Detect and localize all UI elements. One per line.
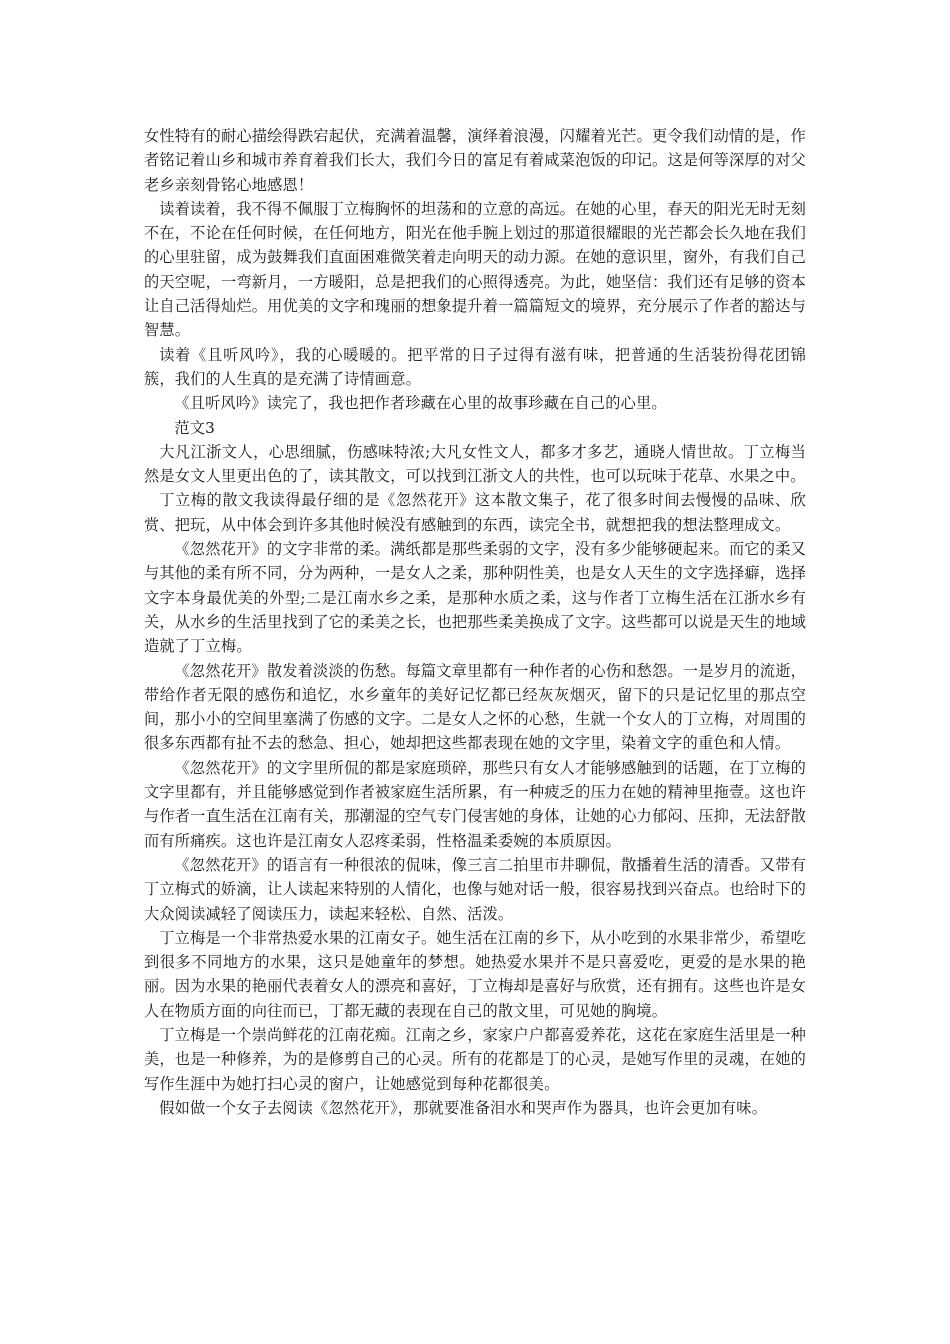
section-heading: 范文3: [174, 418, 216, 437]
paragraph: 《忽然花开》的文字非常的柔。满纸都是那些柔弱的文字，没有多少能够硬起来。而它的柔又与其他的柔有所不同，分为两种，一是女人之柔，那种阴性美，也是女人天生的文字选择癖，选择文字本身最优美的外型;二是江南水乡之柔，是那种水质之柔，这与作者丁立梅生活在江浙水乡有关，从水乡的生活里找到了它的柔美之长，也把那些柔美换成了文字。这些都可以说是天生的地域造就了丁立梅。: [144, 540, 806, 656]
paragraph: 《忽然花开》的文字里所侃的都是家庭琐碎，那些只有女人才能够感触到的话题，在丁立梅的文字里都有，并且能够感觉到作者被家庭生活所累，有一种疲乏的压力在她的精神里拖壹。这也许与作者一直生活在江南有关，那潮湿的空气专门侵害她的身体，让她的心力郁闷、压抑，无法舒散而有所痛疾。这也许是江南女人忍疼柔弱，性格温柔委婉的本质原因。: [144, 758, 806, 850]
paragraph: 《且听风吟》读完了，我也把作者珍藏在心里的故事珍藏在自己的心里。: [174, 394, 667, 413]
paragraph: 《忽然花开》散发着淡淡的伤愁。每篇文章里都有一种作者的心伤和愁怨。一是岁月的流逝，带给作者无限的感伤和追忆，水乡童年的美好记忆都已经灰灰烟灭，留下的只是记忆里的那点空间，那小小的空间里塞满了伤感的文字。二是女人之怀的心愁，生就一个女人的丁立梅，对周围的很多东西都有扯不去的愁急、担心，她却把这些都表现在她的文字里，染着文字的重色和人情。: [144, 661, 806, 753]
paragraph: 假如做一个女子去阅读《忽然花开》，那就要准备泪水和哭声作为器具，也许会更加有味。: [159, 1098, 768, 1117]
paragraph: 女性特有的耐心描绘得跌宕起伏，充满着温馨，演绎着浪漫，闪耀着光芒。更令我们动情的是，作者铭记着山乡和城市养育着我们长大，我们今日的富足有着咸菜泡饭的印记。这是何等深厚的对父老乡亲刻骨铭心地感恩！: [144, 127, 806, 194]
paragraph: 大凡江浙文人，心思细腻，伤感味特浓;大凡女性文人，都多才多艺，通晓人情世故。丁立梅当然是女文人里更出色的了，读其散文，可以找到江浙文人的共性，也可以玩味于花草、水果之中。: [144, 442, 806, 486]
paragraph: 丁立梅是一个非常热爱水果的江南女子。她生活在江南的乡下，从小吃到的水果非常少，希望吃到很多不同地方的水果，这只是她童年的梦想。她热爱水果并不是只喜爱吃，更爱的是水果的艳丽。因为水果的艳丽代表着女人的漂亮和喜好，丁立梅却是喜好与欣赏，还有拥有。这些也许是女人在物质方面的向往而已，丁都无藏的表现在自己的散文里，可见她的胸境。: [144, 928, 806, 1020]
paragraph: 丁立梅的散文我读得最仔细的是《忽然花开》这本散文集子，花了很多时间去慢慢的品味、欣赏、把玩，从中体会到许多其他时候没有感触到的东西，读完全书，就想把我的想法整理成文。: [144, 491, 806, 534]
document-body: [144, 124, 806, 1120]
paragraph: 《忽然花开》的语言有一种很浓的侃味，像三言二拍里市井聊侃，散播着生活的清香。又带有丁立梅式的娇滴，让人读起来特别的人情化，也像与她对话一般，很容易找到兴奋点。也给时下的大众阅读减轻了阅读压力，读起来轻松、自然、活泼。: [144, 855, 806, 923]
paragraph: 丁立梅是一个崇尚鲜花的江南花痴。江南之乡，家家户户都喜爱养花，这花在家庭生活里是一种美，也是一种修养，为的是修剪自己的心灵。所有的花都是丁的心灵，是她写作里的灵魂，在她的写作生涯中为她打扫心灵的窗户，让她感觉到每种花都很美。: [144, 1025, 806, 1093]
paragraph: 读着《且听风吟》，我的心暖暖的。把平常的日子过得有滋有味，把普通的生活装扮得花团锦簇，我们的人生真的是充满了诗情画意。: [144, 345, 806, 388]
paragraph: 读着读着，我不得不佩服丁立梅胸怀的坦荡和的立意的高远。在她的心里，春天的阳光无时无刻不在，不论在任何时候，在任何地方，阳光在他手腕上划过的那道很耀眼的光芒都会长久地在我们的心里驻留，成为鼓舞我们直面困难微笑着走向明天的动力源。在她的意识里，窗外，有我们自己的天空呢，一弯新月，一方暖阳，总是把我们的心照得透亮。为此，她坚信：我们还有足够的资本让自己活得灿烂。用优美的文字和瑰丽的想象提升着一篇篇短文的境界，充分展示了作者的豁达与智慧。: [144, 199, 806, 340]
